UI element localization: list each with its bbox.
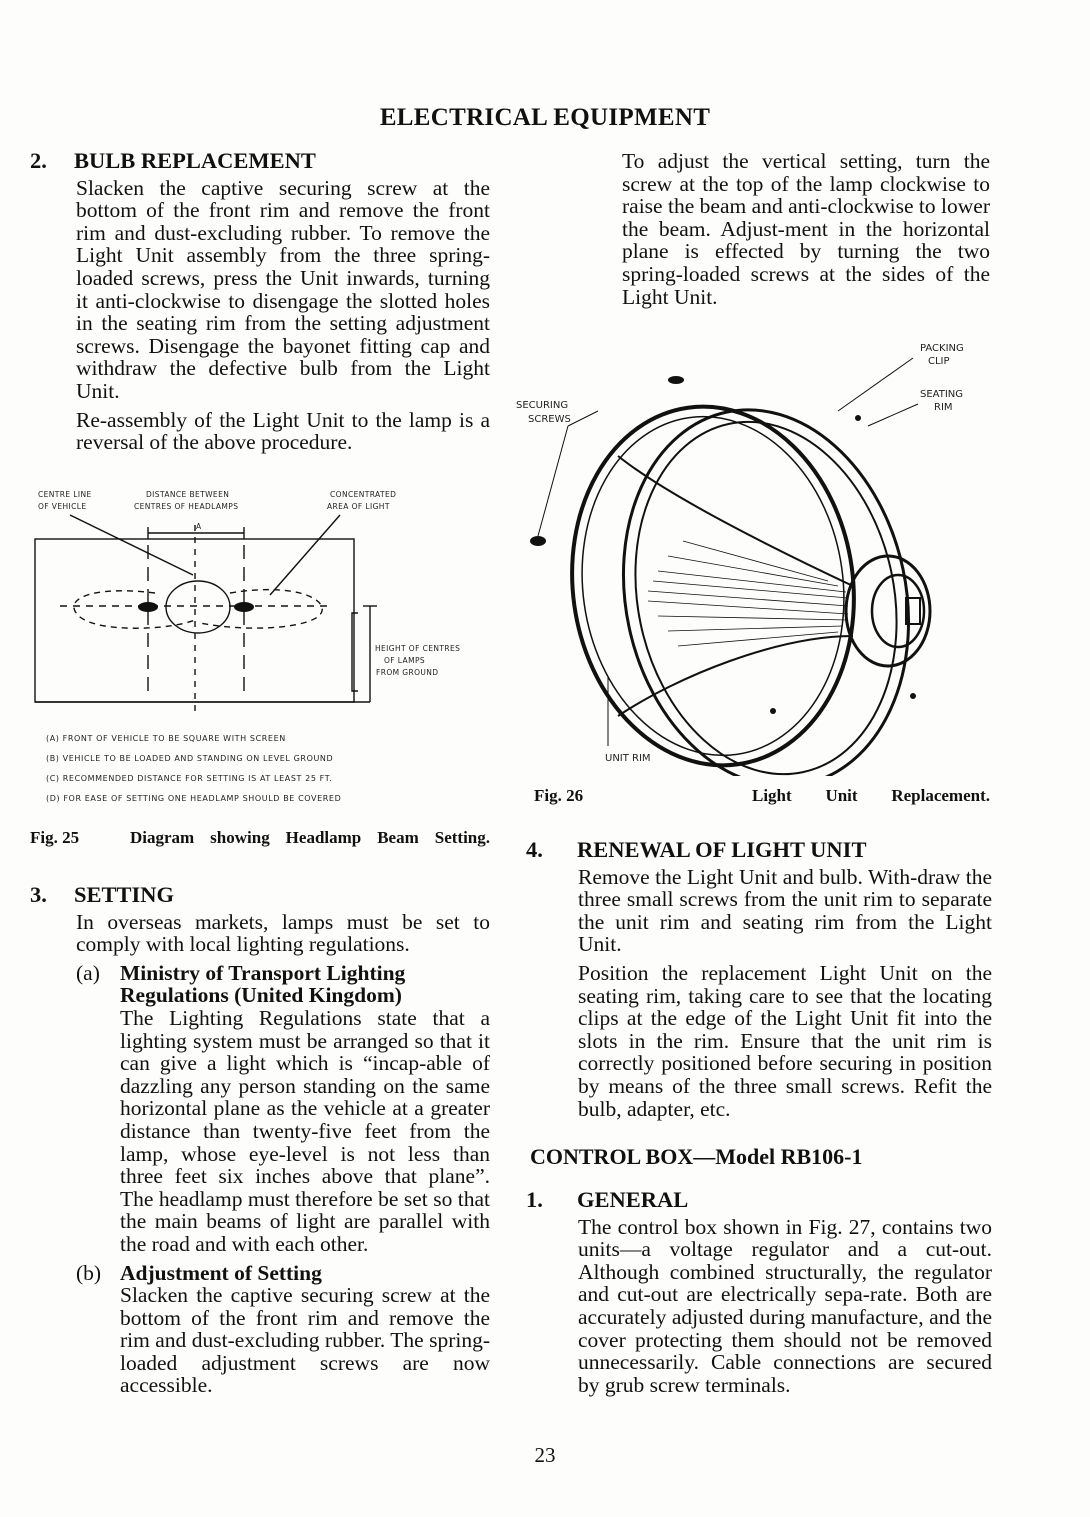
section-number: 2. xyxy=(30,148,47,173)
label-of-lamps: OF LAMPS xyxy=(384,656,426,665)
label-securing: SECURING xyxy=(516,400,569,411)
adjust-paragraph-block xyxy=(622,150,990,308)
label-a-marker: A xyxy=(196,522,202,531)
section-title: RENEWAL OF LIGHT UNIT xyxy=(577,837,867,862)
label-height-of-centres: HEIGHT OF CENTRES xyxy=(375,644,461,653)
height-bracket xyxy=(352,613,358,691)
note-b: (B) VEHICLE TO BE LOADED AND STANDING ON LEVEL GROUND xyxy=(46,754,334,763)
label-rim: RIM xyxy=(934,402,953,413)
subsection-a-heading xyxy=(76,962,490,1007)
note-a: (A) FRONT OF VEHICLE TO BE SQUARE WITH SCREEN xyxy=(46,734,286,743)
fig26-label: Fig. 26 xyxy=(534,786,584,805)
section-heading xyxy=(30,884,490,907)
label-unit-rim: UNIT RIM xyxy=(605,753,651,764)
section-general xyxy=(526,1189,992,1396)
securing-screw-part xyxy=(530,536,546,546)
leader-centre-line xyxy=(70,515,193,575)
section-title: GENERAL xyxy=(577,1187,689,1212)
rim-screw-hole xyxy=(770,708,776,714)
leader-seating-rim xyxy=(868,404,918,426)
section-heading xyxy=(30,150,490,173)
paragraph: The Lighting Regulations state that a lighting system must be arranged so that it can give a light which is “incap-able of dazzling any person standing on the same horizontal plane as the vehicle at a greater distance than twenty-five feet from the lamp, whose eye-level is not less than three feet six inches above that plane”. The headlamp must therefore be set so that the main beams of light are parallel with the road and with each other. xyxy=(120,1005,490,1256)
paragraph: Slacken the captive securing screw at the bottom of the front rim and remove the front rim and dust-excluding rubber. To remove the Light Unit assembly from the three spring-loaded screws, press the Unit inwards, turning it anti-clockwise to disengage the slotted holes in the seating rim from the setting adjustment screws. Disengage the bayonet fitting cap and withdraw the defective bulb from the Light Unit. xyxy=(76,175,490,403)
leader-securing-screws-2 xyxy=(568,411,598,426)
section-number: 1. xyxy=(526,1187,543,1212)
page-title: ELECTRICAL EQUIPMENT xyxy=(379,104,711,131)
fig25-notes xyxy=(46,734,341,814)
leader-securing-screws xyxy=(538,426,568,536)
concentrated-area xyxy=(166,581,230,633)
paragraph: Re-assembly of the Light Unit to the lamp is a reversal of the above procedure. xyxy=(76,407,490,455)
rim-screw-hole xyxy=(910,693,916,699)
label-seating: SEATING xyxy=(920,389,964,400)
fig25-caption: Diagram showing Headlamp Beam Setting. xyxy=(130,828,490,847)
label-distance-between: DISTANCE BETWEEN xyxy=(146,490,230,499)
label-clip: CLIP xyxy=(928,356,950,367)
subsection-b-heading xyxy=(76,1262,490,1285)
section-title: SETTING xyxy=(74,882,175,907)
paragraph: The control box shown in Fig. 27, contains two units—a voltage regulator and a cut-out. Although combined structurally, the regulator and cut-out are electrically sepa-rate. Both are accurately adjusted during manufacture, and the cover protecting them should not be removed unnecessarily. Cable connections are secured by grub screw terminals. xyxy=(578,1214,992,1397)
label-centres-of-headlamps: CENTRES OF HEADLAMPS xyxy=(134,502,239,511)
paragraph: In overseas markets, lamps must be set to comply with local lighting regulations. xyxy=(76,909,490,957)
unit-rim xyxy=(549,388,876,776)
section-title: BULB REPLACEMENT xyxy=(74,148,316,173)
reflector-neck xyxy=(846,556,930,666)
page-number: 23 xyxy=(534,1443,556,1467)
light-unit-drawing xyxy=(508,336,992,776)
label-area-of-light: AREA OF LIGHT xyxy=(327,502,390,511)
lamp-spot-right xyxy=(234,602,254,612)
control-box-heading: CONTROL BOX—Model RB106-1 xyxy=(530,1144,863,1169)
subsection-title: Ministry of Transport Lighting Regulations (United Kingdom) xyxy=(120,960,406,1008)
paragraph: To adjust the vertical setting, turn the screw at the top of the lamp clockwise to raise the beam and anti-clockwise to lower the beam. Adjust-ment in the horizontal plane is effected by turning the two spring-loaded screws at the sides of the Light Unit. xyxy=(622,149,990,309)
label-of-vehicle: OF VEHICLE xyxy=(38,502,87,511)
section-setting xyxy=(30,884,490,1397)
section-renewal xyxy=(526,839,992,1120)
leader-packing-clip xyxy=(838,358,913,411)
subsection-label: (a) xyxy=(76,960,100,985)
section-number: 4. xyxy=(526,837,543,862)
note-c: (C) RECOMMENDED DISTANCE FOR SETTING IS AT LEAST 25 FT. xyxy=(46,774,333,783)
note-d: (D) FOR EASE OF SETTING ONE HEADLAMP SHOULD BE COVERED xyxy=(46,794,342,803)
label-packing: PACKING xyxy=(920,343,964,354)
subsection-label: (b) xyxy=(76,1260,102,1285)
beam-pattern-right xyxy=(200,590,322,629)
packing-clip-part xyxy=(668,376,684,384)
label-screws: SCREWS xyxy=(528,414,571,425)
section-bulb-replacement xyxy=(30,150,490,454)
headlamp-beam-diagram xyxy=(30,485,500,725)
rim-screw-hole xyxy=(855,415,861,421)
fig25-label: Fig. 25 xyxy=(30,828,80,847)
seating-rim xyxy=(590,383,943,776)
paragraph: Slacken the captive securing screw at the bottom of the front rim and remove the rim and dust-excluding rubber. The spring-loaded adjustment screws are now accessible. xyxy=(120,1283,490,1398)
leader-concentrated xyxy=(270,515,340,595)
lamp-spot-left xyxy=(138,602,158,612)
fig26-caption: Light Unit Replacement. xyxy=(752,786,990,805)
bulb-holder xyxy=(872,575,924,647)
section-heading xyxy=(526,1189,992,1212)
paragraph: Position the replacement Light Unit on the seating rim, taking care to see that the locating clips at the edge of the Light Unit fit into the slots in the rim. Ensure that the unit rim is correctly positioned before securing in position by means of the three small screws. Refit the bulb, adapter, etc. xyxy=(578,960,992,1121)
reflector-hatching xyxy=(648,541,848,646)
beam-pattern-left xyxy=(74,591,195,628)
paragraph: Remove the Light Unit and bulb. With-draw the three small screws from the unit rim to separate the unit rim and seating rim from the Light Unit. xyxy=(578,864,992,957)
label-centre-line: CENTRE LINE xyxy=(38,490,92,499)
label-from-ground: FROM GROUND xyxy=(376,668,439,677)
section-heading xyxy=(526,839,992,862)
label-concentrated: CONCENTRATED xyxy=(330,490,397,499)
section-number: 3. xyxy=(30,882,47,907)
subsection-title: Adjustment of Setting xyxy=(120,1260,322,1285)
